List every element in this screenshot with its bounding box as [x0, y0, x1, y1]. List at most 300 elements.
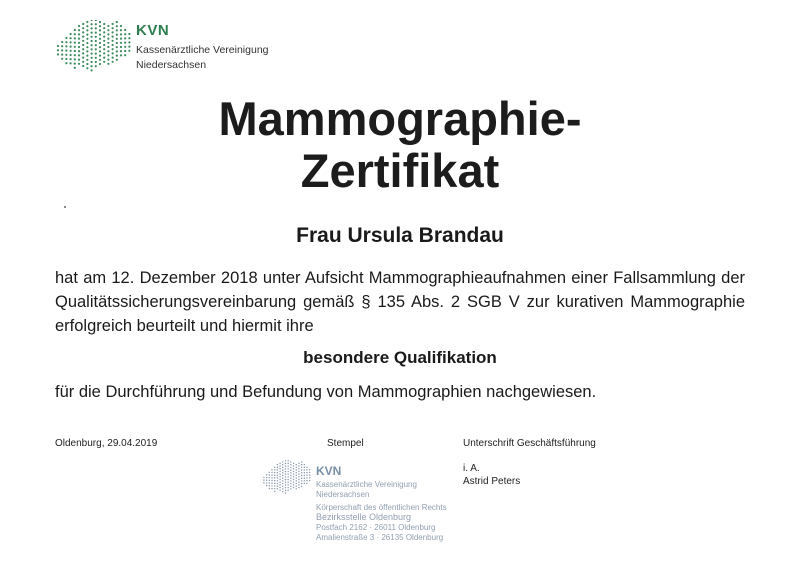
logo-dot [287, 468, 288, 469]
logo-dot [304, 469, 305, 470]
logo-dot [116, 50, 118, 52]
signature-label: Unterschrift Geschäftsführung [463, 438, 596, 449]
logo-dot [107, 42, 109, 44]
logo-dot [269, 474, 270, 475]
qualification-heading: besondere Qualifikation [303, 348, 497, 367]
logo-dot [279, 487, 280, 488]
logo-dot [99, 59, 101, 61]
logo-dot [107, 46, 109, 48]
logo-dot [269, 485, 270, 486]
logo-dot [296, 475, 297, 476]
logo-dot [78, 25, 80, 27]
logo-dot [290, 486, 291, 487]
logo-dot [91, 69, 93, 71]
logo-dot [124, 54, 126, 56]
logo-dot [269, 480, 270, 481]
logo-dot [285, 463, 286, 464]
logo-dot [120, 54, 122, 56]
logo-dot [279, 484, 280, 485]
logo-dot [271, 474, 272, 475]
logo-dot [285, 479, 286, 480]
logo-dot [285, 490, 286, 491]
logo-dot [82, 27, 84, 29]
logo-dot [82, 65, 84, 67]
logo-dot [296, 469, 297, 470]
logo-dot [277, 477, 278, 478]
logo-dot [306, 477, 307, 478]
logo-dot [287, 463, 288, 464]
logo-dot [86, 38, 88, 40]
logo-dot [290, 478, 291, 479]
logo-dot [285, 484, 286, 485]
logo-dot [112, 23, 114, 25]
logo-dot [282, 469, 283, 470]
logo-dot [116, 42, 118, 44]
logo-dot [290, 467, 291, 468]
logo-dot [282, 486, 283, 487]
logo-dot [309, 469, 310, 470]
logo-dot [263, 477, 264, 478]
logo-dot [107, 63, 109, 65]
logo-dot [128, 33, 130, 35]
logo-dot [103, 23, 105, 25]
logo-dot [296, 483, 297, 484]
logo-dot [298, 465, 299, 466]
logo-dot [103, 52, 105, 54]
logo-dot [269, 477, 270, 478]
logo-dot [274, 483, 275, 484]
logo-dot [91, 61, 93, 63]
certificate-title-line-2: Zertifikat [300, 144, 500, 197]
logo-dot [91, 65, 93, 67]
logo-dot [86, 59, 88, 61]
logo-dot [99, 42, 101, 44]
logo-dot [293, 468, 294, 469]
logo-dot [91, 23, 93, 25]
logo-dot [128, 41, 130, 43]
logo-dot [279, 473, 280, 474]
logo-dot [65, 58, 67, 60]
logo-dot [301, 461, 302, 462]
logo-dot [293, 479, 294, 480]
logo-dot [285, 460, 286, 461]
logo-dot [274, 485, 275, 486]
logo-dot [269, 488, 270, 489]
logo-dot [309, 472, 310, 473]
logo-dot [99, 50, 101, 52]
logo-dot [78, 54, 80, 56]
logo-dot [57, 45, 59, 47]
logo-dot [82, 52, 84, 54]
logo-dot [120, 42, 122, 44]
stamp-label: Stempel [327, 438, 364, 449]
logo-dot [309, 477, 310, 478]
logo-dot [296, 467, 297, 468]
logo-dot [120, 29, 122, 31]
logo-dot [65, 37, 67, 39]
logo-dot [296, 485, 297, 486]
logo-dot [287, 471, 288, 472]
logo-dot [95, 48, 97, 50]
logo-dot [57, 53, 59, 55]
logo-dot [70, 41, 72, 43]
logo-dot [103, 61, 105, 63]
logo-dot [91, 27, 93, 29]
logo-dot [301, 464, 302, 465]
logo-dot [269, 472, 270, 473]
logo-dot [277, 480, 278, 481]
logo-dot [116, 29, 118, 31]
place-date: Oldenburg, 29.04.2019 [55, 438, 158, 449]
logo-dot [296, 480, 297, 481]
logo-dot [82, 57, 84, 59]
logo-dot [279, 468, 280, 469]
logo-dot [263, 479, 264, 480]
logo-dot [112, 36, 114, 38]
logo-dot [74, 67, 76, 69]
logo-dot [70, 58, 72, 60]
logo-dot [78, 63, 80, 65]
logo-dot [95, 65, 97, 67]
logo-dot [86, 21, 88, 23]
logo-dot [277, 485, 278, 486]
logo-dot [279, 481, 280, 482]
logo-dot [287, 479, 288, 480]
logo-dot [124, 46, 126, 48]
logo-dot [120, 33, 122, 35]
logo-dot [112, 48, 114, 50]
logo-dot [287, 484, 288, 485]
logo-dot [116, 59, 118, 61]
logo-dot [306, 480, 307, 481]
logo-dot [298, 487, 299, 488]
stamp-line-6: Amalienstraße 3 · 26135 Oldenburg [316, 533, 444, 542]
logo-dot [74, 33, 76, 35]
stamp-line-3: Körperschaft des öffentlichen Rechts [316, 503, 447, 512]
logo-dot [274, 466, 275, 467]
logo-dot [86, 34, 88, 36]
logo-dot [287, 474, 288, 475]
logo-dot [290, 461, 291, 462]
logo-dot [290, 488, 291, 489]
logo-dot [95, 32, 97, 34]
logo-dot [112, 27, 114, 29]
logo-dot [298, 481, 299, 482]
logo-dot [95, 20, 97, 21]
logo-dot [285, 476, 286, 477]
logo-dot [290, 475, 291, 476]
logo-dot [269, 482, 270, 483]
logo-dot [91, 57, 93, 59]
logo-dot [78, 38, 80, 40]
logo-dot [82, 23, 84, 25]
logo-dot [282, 491, 283, 492]
logo-dot [91, 36, 93, 38]
logo-dot [103, 57, 105, 59]
logo-dot [74, 46, 76, 48]
logo-dot [301, 467, 302, 468]
logo-dot [279, 479, 280, 480]
logo-dot [304, 477, 305, 478]
logo-dot [293, 465, 294, 466]
logo-dot [293, 487, 294, 488]
logo-dot [74, 54, 76, 56]
logo-dot [82, 61, 84, 63]
logo-dot [107, 29, 109, 31]
logo-dot [285, 487, 286, 488]
logo-dot [277, 483, 278, 484]
logo-dot [78, 50, 80, 52]
logo-dot [74, 29, 76, 31]
logo-dot [271, 480, 272, 481]
logo-dot [266, 482, 267, 483]
logo-dot [309, 480, 310, 481]
logo-dot [301, 483, 302, 484]
logo-dot [116, 34, 118, 36]
logo-dot [99, 21, 101, 23]
logo-dot [285, 474, 286, 475]
logo-dot [285, 492, 286, 493]
logo-dot [296, 477, 297, 478]
logo-dot [95, 57, 97, 59]
logo-dot [99, 25, 101, 27]
org-line-2: Niedersachsen [136, 59, 207, 71]
logo-dot [290, 469, 291, 470]
logo-dot [103, 44, 105, 46]
logo-dot [99, 55, 101, 57]
logo-dot [107, 33, 109, 35]
logo-dot [274, 469, 275, 470]
logo-dot [298, 476, 299, 477]
logo-dot [86, 50, 88, 52]
logo-dot [304, 472, 305, 473]
logo-dot [287, 490, 288, 491]
logo-dot [70, 62, 72, 64]
logo-dot [266, 477, 267, 478]
logo-dot [279, 471, 280, 472]
logo-dot [298, 463, 299, 464]
org-name: KVN [136, 22, 170, 39]
logo-dot [78, 42, 80, 44]
logo-dot [274, 472, 275, 473]
logo-dot [120, 46, 122, 48]
logo-dot [287, 482, 288, 483]
logo-dot [274, 477, 275, 478]
certificate-title-line-1: Mammographie- [218, 92, 582, 145]
logo-dot [78, 46, 80, 48]
logo-dot [263, 482, 264, 483]
logo-dot [306, 483, 307, 484]
logo-dot [99, 29, 101, 31]
logo-dot [95, 61, 97, 63]
logo-dot [301, 475, 302, 476]
logo-dot [274, 480, 275, 481]
logo-dot [277, 467, 278, 468]
logo-dot [271, 477, 272, 478]
logo-dot [287, 465, 288, 466]
logo-dot [107, 50, 109, 52]
logo-dot [293, 484, 294, 485]
logo-dot [266, 480, 267, 481]
logo-dot [103, 31, 105, 33]
stamp-line-5: Postfach 2162 · 26011 Oldenburg [316, 523, 436, 532]
logo-dot [285, 482, 286, 483]
logo-dot [61, 45, 63, 47]
logo-dot [99, 38, 101, 40]
recipient-name: Frau Ursula Brandau [296, 224, 504, 247]
logo-dot [124, 37, 126, 39]
logo-dot [298, 468, 299, 469]
logo-dot [277, 469, 278, 470]
logo-dot [298, 479, 299, 480]
logo-dot [279, 476, 280, 477]
logo-dot [296, 464, 297, 465]
logo-dot [279, 465, 280, 466]
logo-dot [103, 36, 105, 38]
logo-dot [128, 50, 130, 52]
logo-dot [86, 25, 88, 27]
scan-speck [64, 206, 66, 208]
logo-dot [301, 486, 302, 487]
logo-dot [112, 52, 114, 54]
logo-dot [103, 27, 105, 29]
logo-dot [128, 46, 130, 48]
logo-dot [65, 62, 67, 64]
logo-dot [282, 467, 283, 468]
logo-dot [271, 469, 272, 470]
logo-dot [301, 480, 302, 481]
stamp-line-4: Bezirksstelle Oldenburg [316, 512, 412, 522]
logo-dot [304, 464, 305, 465]
logo-dot [282, 461, 283, 462]
logo-dot [116, 21, 118, 23]
logo-dot [112, 31, 114, 33]
logo-dot [306, 475, 307, 476]
logo-dot [301, 469, 302, 470]
logo-dot [271, 485, 272, 486]
logo-dot [65, 45, 67, 47]
logo-dot [282, 464, 283, 465]
logo-dot [124, 42, 126, 44]
logo-dot [61, 54, 63, 56]
logo-dot [290, 483, 291, 484]
logo-dot [116, 38, 118, 40]
logo-dot [293, 473, 294, 474]
logo-dot [279, 490, 280, 491]
signature-ia: i. A. [463, 463, 480, 474]
logo-dot [103, 48, 105, 50]
logo-dot [279, 463, 280, 464]
logo-dot [112, 61, 114, 63]
logo-dot [282, 483, 283, 484]
logo-dot [82, 36, 84, 38]
logo-dot [287, 476, 288, 477]
logo-dot [293, 476, 294, 477]
logo-dot [78, 33, 80, 35]
logo-dot [61, 49, 63, 51]
logo-dot [304, 480, 305, 481]
logo-dot [70, 54, 72, 56]
logo-dot [124, 29, 126, 31]
logo-dot [91, 40, 93, 42]
logo-dot [70, 37, 72, 39]
logo-dot [287, 487, 288, 488]
logo-dot [266, 485, 267, 486]
logo-dot [65, 50, 67, 52]
logo-dot [293, 481, 294, 482]
logo-dot [91, 53, 93, 55]
logo-dot [120, 50, 122, 52]
logo-dot [107, 54, 109, 56]
logo-dot [99, 46, 101, 48]
certificate-footer: für die Durchführung und Befundung von Mammographien nachgewiesen. [55, 383, 597, 401]
logo-dot [112, 44, 114, 46]
logo-dot [266, 474, 267, 475]
stamp-logo-icon [262, 460, 312, 500]
logo-dot [282, 475, 283, 476]
logo-dot [107, 25, 109, 27]
logo-dot [99, 63, 101, 65]
logo-dot [99, 34, 101, 36]
logo-dot [298, 473, 299, 474]
logo-dot [277, 472, 278, 473]
logo-dot [74, 63, 76, 65]
logo-dot [78, 29, 80, 31]
stamp-line-2: Niedersachsen [316, 490, 370, 499]
logo-dot [107, 59, 109, 61]
logo-dot [82, 44, 84, 46]
logo-dot [290, 472, 291, 473]
logo-dot [298, 471, 299, 472]
logo-dot [95, 53, 97, 55]
logo-dot [95, 27, 97, 29]
logo-dot [86, 42, 88, 44]
certificate-body: hat am 12. Dezember 2018 unter Aufsicht Mammographieaufnahmen einer Fallsammlung der Qualitätssicherungsvereinbarung gemäß § 135 Abs. 2 SGB V zur kurativen Mammographie erfolgreich beurteilt und hiermit ihre [55, 269, 745, 335]
logo-dot [70, 50, 72, 52]
official-stamp [262, 458, 447, 548]
logo-dot [61, 58, 63, 60]
logo-dot [74, 58, 76, 60]
logo-dot [277, 488, 278, 489]
logo-dot [306, 472, 307, 473]
logo-dot [91, 48, 93, 50]
org-line-1: Kassenärztliche Vereinigung [136, 44, 269, 56]
logo-dot [86, 63, 88, 65]
logo-dot [95, 44, 97, 46]
stamp-org-name: KVN [316, 464, 342, 478]
logo-dot [82, 48, 84, 50]
logo-dot [82, 40, 84, 42]
logo-dot [91, 44, 93, 46]
logo-dot [103, 40, 105, 42]
logo-dot [95, 40, 97, 42]
logo-dot [271, 472, 272, 473]
logo-dot [298, 484, 299, 485]
logo-dot [271, 483, 272, 484]
logo-dot [271, 488, 272, 489]
stamp-line-1: Kassenärztliche Vereinigung [316, 480, 417, 489]
logo-dot [282, 478, 283, 479]
logo-dot [285, 465, 286, 466]
logo-dot [74, 50, 76, 52]
logo-dot [57, 49, 59, 51]
logo-dot [301, 478, 302, 479]
logo-dot [293, 471, 294, 472]
logo-dot [91, 20, 93, 21]
logo-dot [274, 491, 275, 492]
logo-dot [70, 33, 72, 35]
signer-name: Astrid Peters [463, 476, 521, 487]
